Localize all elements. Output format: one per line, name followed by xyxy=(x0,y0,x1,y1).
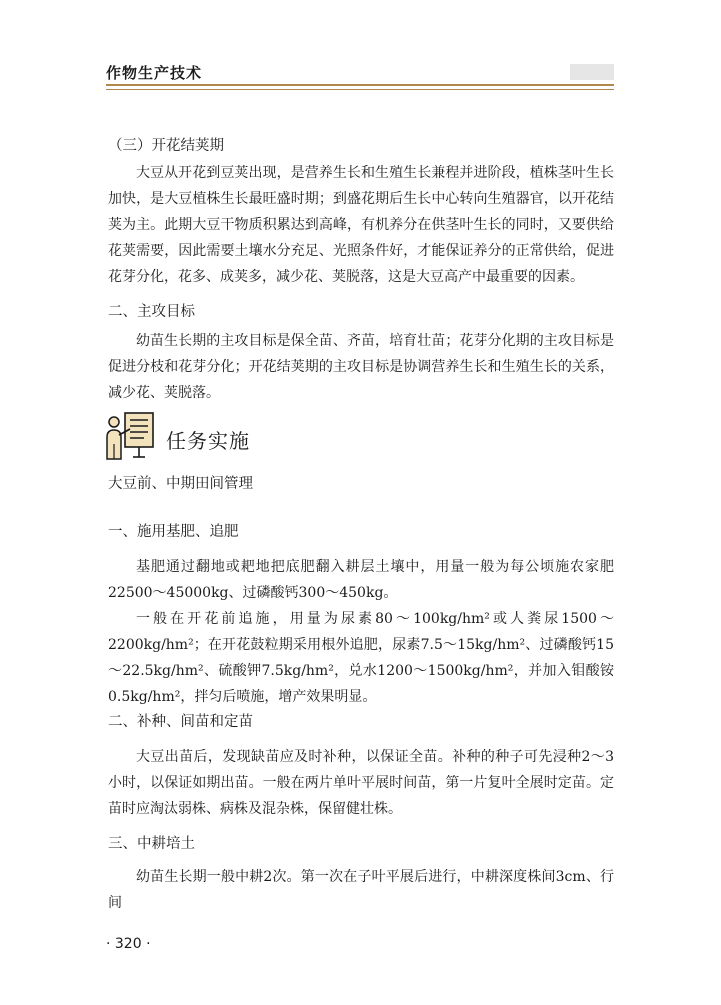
paragraph-thinning: 大豆出苗后，发现缺苗应及时补种，以保证全苗。补种的种子可先浸种2～3小时，以保证如期出苗。一般在两片单叶平展时间苗，第一片复叶全展时定苗。定苗时应淘汰弱株、病株及混杂株，保留健壮株。 xyxy=(108,749,614,817)
presenter-board-icon xyxy=(104,410,156,460)
header-rule-thick xyxy=(106,84,614,86)
section-title-goals: 二、主攻目标 xyxy=(108,304,195,320)
section-title-fertilizer: 一、施用基肥、追肥 xyxy=(108,524,239,540)
paragraph-cultivation: 幼苗生长期一般中耕2次。第一次在子叶平展后进行，中耕深度株间3cm、行间 xyxy=(108,869,614,911)
paragraph-goals: 幼苗生长期的主攻目标是保全苗、齐苗，培育壮苗；花芽分化期的主攻目标是促进分枝和花芽分化；开花结荚期的主攻目标是协调营养生长和生殖生长的关系，减少花、荚脱落。 xyxy=(108,333,614,401)
section-title-thinning: 二、补种、间苗和定苗 xyxy=(108,714,253,730)
paragraph-fertilizer-topdress: 一般在开花前追施，用量为尿素80～100kg/hm²或人粪尿1500～2200kg/hm²；在开花鼓粒期采用根外追肥，尿素7.5～15kg/hm²、过磷酸钙15～22.5kg/hm²、硫酸钾7.5kg/hm²，兑水1200～1500kg/hm²，并加入钼酸铵0.5kg/hm²，拌匀后喷施，增产效果明显。 xyxy=(108,611,614,705)
header-tab xyxy=(570,64,614,80)
section-title-cultivation: 三、中耕培土 xyxy=(108,836,195,852)
task-subtitle: 大豆前、中期田间管理 xyxy=(108,476,253,492)
paragraph-flowering: 大豆从开花到豆荚出现，是营养生长和生殖生长兼程并进阶段，植株茎叶生长加快，是大豆植株生长最旺盛时期；到盛花期后生长中心转向生殖器官，以开花结荚为主。此期大豆干物质积累达到高峰，有机养分在供茎叶生长的同时，又要供给花荚需要，因此需要土壤水分充足、光照条件好，才能保证养分的正常供给，促进花芽分化，花多、成荚多，减少花、荚脱落，这是大豆高产中最重要的因素。 xyxy=(108,165,614,285)
section-title-flowering: （三）开花结荚期 xyxy=(108,138,224,154)
header-rule-thin xyxy=(106,89,614,90)
running-header: 作物生产技术 xyxy=(106,64,203,82)
page-number: · 320 · xyxy=(106,936,151,952)
paragraph-fertilizer-base: 基肥通过翻地或耙地把底肥翻入耕层土壤中，用量一般为每公顷施农家肥22500～45000kg、过磷酸钙300～450kg。 xyxy=(108,559,614,601)
task-title: 任务实施 xyxy=(166,429,250,453)
